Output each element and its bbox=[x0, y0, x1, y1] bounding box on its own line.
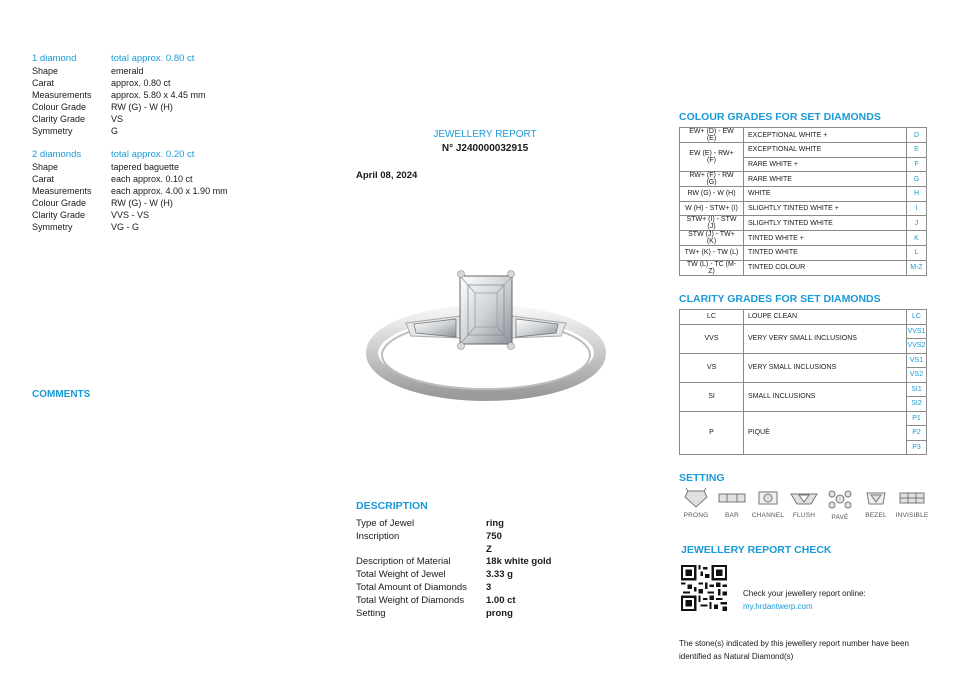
ring-photo bbox=[366, 258, 606, 408]
setting-prong bbox=[679, 488, 713, 521]
pave-setting-icon bbox=[827, 488, 853, 510]
info-key: Symmetry bbox=[32, 222, 73, 232]
diamond-1-heading: 1 diamond bbox=[32, 53, 77, 64]
setting-invisible bbox=[895, 488, 929, 521]
channel-setting-icon bbox=[755, 488, 781, 508]
setting-heading: SETTING bbox=[679, 472, 725, 484]
desc-key: Setting bbox=[356, 607, 386, 619]
report-check-text: Check your jewellery report online: bbox=[743, 589, 866, 598]
colour-range: W (H) - STW+ (I) bbox=[680, 201, 744, 216]
setting-bar bbox=[715, 488, 749, 521]
desc-value: 750 bbox=[486, 530, 502, 542]
desc-key: Type of Jewel bbox=[356, 518, 415, 529]
report-date: April 08, 2024 bbox=[356, 170, 418, 181]
clarity-abbr: SI bbox=[680, 382, 744, 411]
colour-name: TINTED COLOUR bbox=[744, 260, 907, 275]
colour-code: F bbox=[907, 157, 927, 172]
desc-value: 3.33 g bbox=[486, 569, 513, 581]
colour-code: H bbox=[907, 187, 927, 202]
info-key: Measurements bbox=[32, 90, 92, 100]
clarity-name: PIQUÉ bbox=[744, 411, 907, 455]
desc-key: Total Amount of Diamonds bbox=[356, 581, 467, 593]
diamond-2-total: total approx. 0.20 ct bbox=[111, 149, 195, 160]
info-value: approx. 5.80 x 4.45 mm bbox=[111, 90, 206, 100]
clarity-code: P2 bbox=[907, 426, 927, 441]
info-value: RW (G) - W (H) bbox=[111, 102, 173, 112]
colour-range: EW+ (D) - EW (E) bbox=[680, 128, 744, 143]
info-key: Shape bbox=[32, 162, 59, 172]
setting-label: PRONG bbox=[683, 512, 709, 519]
colour-code: M-Z bbox=[907, 260, 927, 275]
natural-diamond-note: The stone(s) indicated by this jewellery report number have been identified as Natural Diamond(s) bbox=[679, 639, 909, 661]
colour-code: I bbox=[907, 201, 927, 216]
report-number: N° J240000032915 bbox=[441, 143, 529, 154]
clarity-code: SI1 bbox=[907, 382, 927, 397]
clarity-grades-heading: CLARITY GRADES FOR SET DIAMONDS bbox=[679, 293, 881, 305]
info-key: Carat bbox=[32, 174, 55, 184]
clarity-grades-table bbox=[679, 309, 927, 455]
colour-code: L bbox=[907, 246, 927, 261]
diamond-2-heading: 2 diamonds bbox=[32, 149, 82, 160]
setting-label: PAVÉ bbox=[831, 514, 849, 521]
info-value: each approx. 0.10 ct bbox=[111, 174, 193, 184]
desc-key bbox=[356, 544, 486, 557]
desc-key: Description of Material bbox=[356, 556, 451, 568]
info-value: RW (G) - W (H) bbox=[111, 198, 173, 208]
clarity-code: P1 bbox=[907, 411, 927, 426]
colour-name: SLIGHTLY TINTED WHITE bbox=[744, 216, 907, 231]
info-key: Measurements bbox=[32, 186, 92, 196]
desc-key: Total Weight of Jewel bbox=[356, 569, 446, 581]
clarity-code: VS1 bbox=[907, 353, 927, 368]
clarity-code: SI2 bbox=[907, 397, 927, 412]
colour-grades-heading: COLOUR GRADES FOR SET DIAMONDS bbox=[679, 111, 881, 123]
desc-value: Z bbox=[486, 543, 492, 555]
report-check-heading: JEWELLERY REPORT CHECK bbox=[681, 544, 832, 556]
info-key: Clarity Grade bbox=[32, 210, 86, 220]
description-table bbox=[356, 518, 596, 620]
diamond-1-block bbox=[32, 52, 312, 137]
clarity-code: VS2 bbox=[907, 368, 927, 383]
clarity-name: SMALL INCLUSIONS bbox=[744, 382, 907, 411]
bezel-setting-icon bbox=[863, 488, 889, 508]
colour-code: G bbox=[907, 172, 927, 187]
setting-label: BAR bbox=[725, 512, 739, 519]
desc-value: 18k white gold bbox=[486, 556, 552, 568]
clarity-abbr: LC bbox=[680, 310, 744, 325]
colour-name: RARE WHITE bbox=[744, 172, 907, 187]
colour-code: J bbox=[907, 216, 927, 231]
colour-range: TW (L) - TC (M-Z) bbox=[680, 260, 744, 275]
clarity-code: P3 bbox=[907, 440, 927, 455]
setting-pave bbox=[823, 488, 857, 521]
desc-value: 1.00 ct bbox=[486, 594, 516, 606]
info-value: each approx. 4.00 x 1.90 mm bbox=[111, 186, 228, 196]
colour-range: EW (E) - RW+ (F) bbox=[680, 143, 744, 172]
bar-setting-icon bbox=[717, 488, 747, 508]
setting-label: BEZEL bbox=[865, 512, 887, 519]
info-value: G bbox=[111, 126, 119, 136]
colour-name: WHITE bbox=[744, 187, 907, 202]
flush-setting-icon bbox=[789, 488, 819, 508]
colour-code: D bbox=[907, 128, 927, 143]
setting-icons-row bbox=[679, 488, 929, 521]
setting-flush bbox=[787, 488, 821, 521]
info-key: Clarity Grade bbox=[32, 114, 86, 124]
diamond-1-total: total approx. 0.80 ct bbox=[111, 53, 195, 64]
colour-range: RW+ (F) - RW (G) bbox=[680, 172, 744, 187]
colour-name: SLIGHTLY TINTED WHITE + bbox=[744, 201, 907, 216]
desc-value: ring bbox=[486, 518, 504, 529]
diamond-2-block bbox=[32, 148, 312, 233]
report-check-link[interactable]: my.hrdantwerp.com bbox=[743, 602, 813, 611]
info-value: VVS - VS bbox=[111, 210, 150, 220]
info-key: Colour Grade bbox=[32, 198, 87, 208]
invisible-setting-icon bbox=[897, 488, 927, 508]
desc-key: Inscription bbox=[356, 530, 400, 542]
comments-heading: COMMENTS bbox=[32, 389, 91, 400]
clarity-abbr: VS bbox=[680, 353, 744, 382]
info-value: approx. 0.80 ct bbox=[111, 78, 171, 88]
info-key: Shape bbox=[32, 66, 59, 76]
colour-range: TW+ (K) - TW (L) bbox=[680, 246, 744, 261]
clarity-code: VVS1 bbox=[907, 324, 927, 339]
colour-name: TINTED WHITE + bbox=[744, 231, 907, 246]
clarity-name: VERY SMALL INCLUSIONS bbox=[744, 353, 907, 382]
setting-label: CHANNEL bbox=[751, 512, 785, 519]
colour-range: RW (G) - W (H) bbox=[680, 187, 744, 202]
report-title: JEWELLERY REPORT bbox=[433, 129, 537, 140]
info-value: VG - G bbox=[111, 222, 140, 232]
setting-bezel bbox=[859, 488, 893, 521]
info-value: tapered baguette bbox=[111, 162, 180, 172]
colour-code: K bbox=[907, 231, 927, 246]
colour-range: STW (J) - TW+ (K) bbox=[680, 231, 744, 246]
info-key: Colour Grade bbox=[32, 102, 87, 112]
colour-code: E bbox=[907, 143, 927, 158]
colour-grades-table bbox=[679, 127, 927, 276]
clarity-abbr: P bbox=[680, 411, 744, 455]
info-value: VS bbox=[111, 114, 124, 124]
colour-name: TINTED WHITE bbox=[744, 246, 907, 261]
setting-channel bbox=[751, 488, 785, 521]
clarity-name: LOUPE CLEAN bbox=[744, 310, 907, 325]
colour-name: EXCEPTIONAL WHITE + bbox=[744, 128, 907, 143]
clarity-name: VERY VERY SMALL INCLUSIONS bbox=[744, 324, 907, 353]
desc-key: Total Weight of Diamonds bbox=[356, 594, 465, 606]
colour-range: STW+ (I) - STW (J) bbox=[680, 216, 744, 231]
clarity-code: LC bbox=[907, 310, 927, 325]
info-key: Symmetry bbox=[32, 126, 73, 136]
setting-label: INVISIBLE bbox=[895, 512, 929, 519]
colour-name: EXCEPTIONAL WHITE bbox=[744, 143, 907, 158]
info-key: Carat bbox=[32, 78, 55, 88]
clarity-code: VVS2 bbox=[907, 339, 927, 354]
prong-setting-icon bbox=[683, 488, 709, 508]
qr-code-icon[interactable] bbox=[681, 565, 727, 611]
desc-value: 3 bbox=[486, 581, 492, 593]
description-heading: DESCRIPTION bbox=[356, 500, 428, 512]
clarity-abbr: VVS bbox=[680, 324, 744, 353]
desc-value: prong bbox=[486, 607, 513, 619]
info-value: emerald bbox=[111, 66, 144, 76]
colour-name: RARE WHITE + bbox=[744, 157, 907, 172]
setting-label: FLUSH bbox=[792, 512, 816, 519]
